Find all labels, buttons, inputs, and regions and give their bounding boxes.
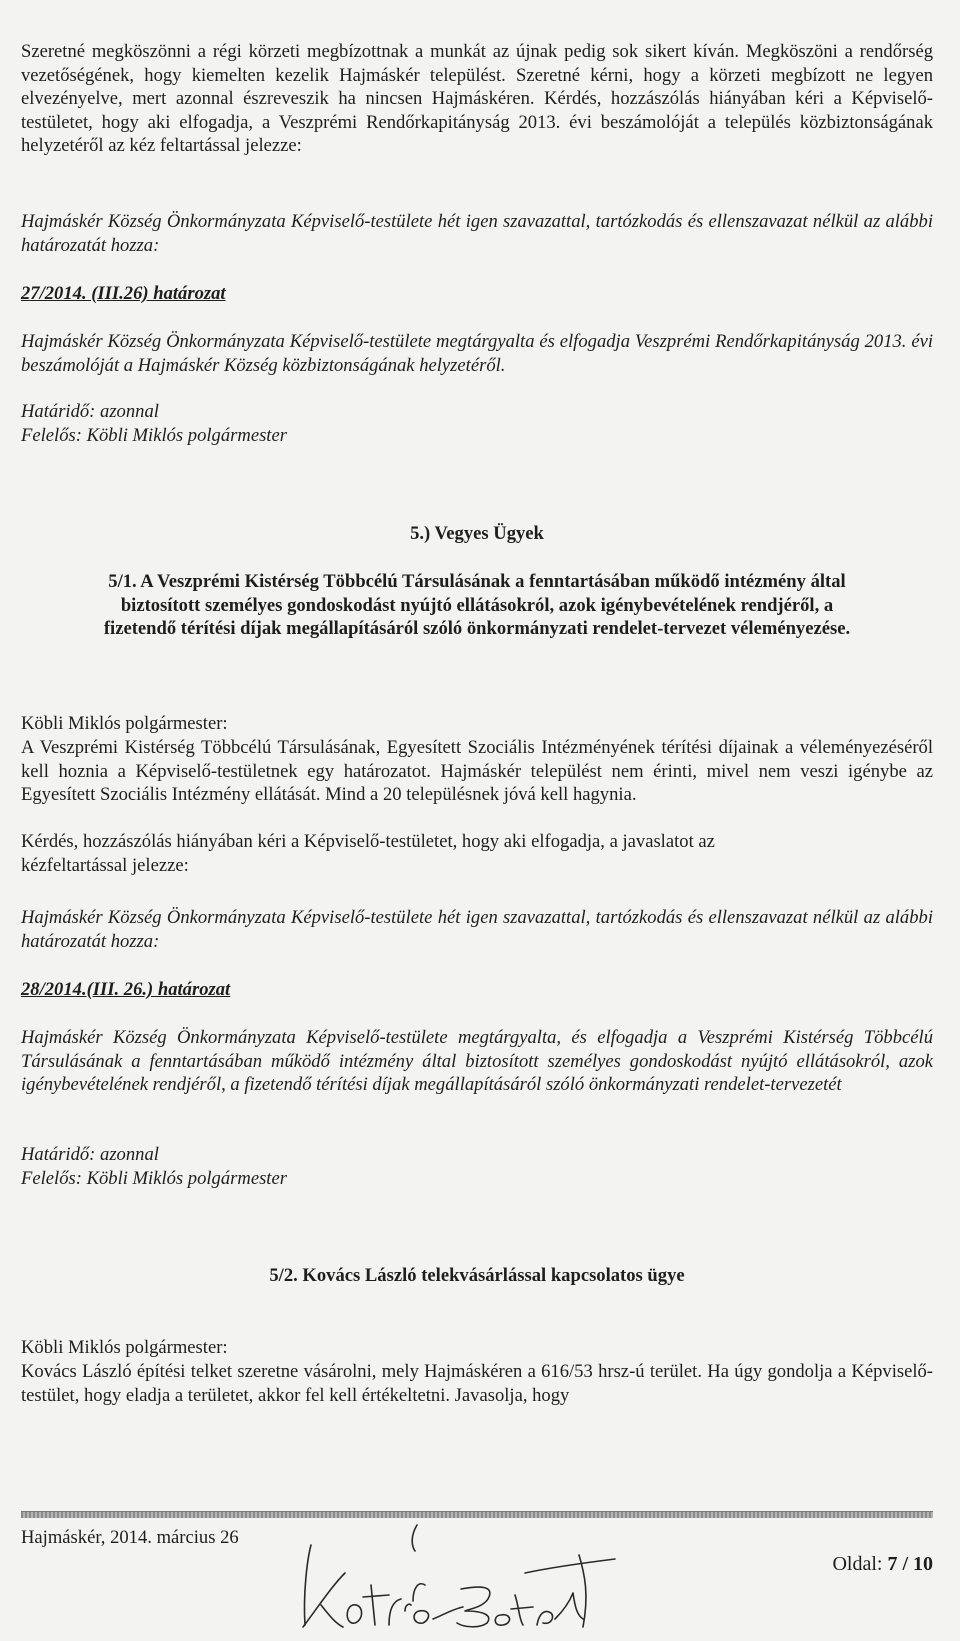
- speaker-label-2: Köbli Miklós polgármester:: [21, 1337, 228, 1358]
- resolution-1-text: Hajmáskér Község Önkormányzata Képviselő-testülete megtárgyalta és elfogadja Veszprémi Rendőrkapitányság 2013. évi beszámolóját a Hajmáskér Község közbiztonságának helyzetéről.: [21, 331, 933, 376]
- deadline-2: Határidő: azonnal: [21, 1144, 159, 1165]
- request-paragraph: Kérdés, hozzászólás hiányában kéri a Képviselő-testületet, hogy aki elfogadja, a javaslatot az kézfeltartással jelezze:: [21, 831, 715, 876]
- section-5-heading: 5.) Vegyes Ügyek: [410, 523, 544, 544]
- responsible-1: Felelős: Köbli Miklós polgármester: [21, 425, 287, 446]
- vote-statement-1: Hajmáskér Község Önkormányzata Képviselő-testülete hét igen szavazattal, tartózkodás és ellenszavazat nélkül az alábbi határozatát hozza:: [21, 211, 933, 256]
- resolution-2-text: Hajmáskér Község Önkormányzata Képviselő-testülete megtárgyalta, és elfogadja a Veszprémi Kistérség Többcélú Társulásának a fenntartásában működő intézmény által biztosított személyes gondoskodást nyújtó ellátásokról, azok igénybevételének rendjéről, a fizetendő térítési díjak megállapításáról szóló önkormányzati rendelet-tervezetét: [21, 1027, 933, 1095]
- deadline-1: Határidő: azonnal: [21, 401, 159, 422]
- resolution-2-title-text: 28/2014.(III. 26.) határozat: [21, 979, 231, 1000]
- resolution-1-title: [21, 282, 933, 306]
- page-label: Oldal:: [832, 1553, 883, 1575]
- mayor-statement-paragraph: A Veszprémi Kistérség Többcélú Társulásának, Egyesített Szociális Intézményének térítési díjainak a véleményezéséről kell hoznia a Képviselő-testületnek egy határozatot. Hajmáskér települést nem érinti, mivel nem veszi igénybe az Egyesített Szociális Intézmény ellátását. Mind a 20 településnek jóvá kell hagynia.: [21, 737, 933, 805]
- subsection-5-1-heading: 5/1. A Veszprémi Kistérség Többcélú Társulásának a fenntartásában működő intézmény által biztosított személyes gondoskodást nyújtó ellátásokról, azok igénybevételének rendjéről, a fizetendő térítési díjak megállapításáról szóló önkormányzati rendelet-tervezet véleményezése.: [103, 571, 851, 639]
- footer-place-date: Hajmáskér, 2014. március 26: [21, 1527, 239, 1548]
- document-page: [21, 0, 933, 1641]
- page-number: [832, 1553, 933, 1576]
- subsection-5-2-heading: 5/2. Kovács László telekvásárlással kapcsolatos ügye: [269, 1265, 685, 1286]
- land-purchase-paragraph: Kovács László építési telket szeretne vásárolni, mely Hajmáskéren a 616/53 hrsz-ú terület. Ha úgy gondolja a Képviselő-testület, hogy eladja a területet, akkor fel kell értékeltetni. Javasolja, hogy: [21, 1361, 933, 1406]
- speaker-label-1: Köbli Miklós polgármester:: [21, 713, 228, 734]
- vote-statement-2: Hajmáskér Község Önkormányzata Képviselő-testülete hét igen szavazattal, tartózkodás és ellenszavazat nélkül az alábbi határozatát hozza:: [21, 907, 933, 952]
- resolution-1-title-text: 27/2014. (III.26) határozat: [21, 283, 226, 304]
- intro-paragraph: Szeretné megköszönni a régi körzeti megbízottnak a munkát az újnak pedig sok sikert kíván. Megköszöni a rendőrség vezetőségének, hogy kiemelten kezelik Hajmáskér települést. Szeretné kérni, hogy a körzeti megbízott ne legyen elvezényelve, mert azonnal észreveszik ha nincsen Hajmáskéren. Kérdés, hozzászólás hiányában kéri a Képviselő-testületet, hogy aki elfogadja, a Veszprémi Rendőrkapitányság 2013. évi beszámolóját a település közbiztonságának helyzetéről az kéz feltartással jelezze:: [21, 41, 933, 156]
- handwritten-signature: [293, 1515, 623, 1635]
- page-number-value: 7 / 10: [887, 1553, 933, 1575]
- responsible-2: Felelős: Köbli Miklós polgármester: [21, 1168, 287, 1189]
- resolution-2-title: [21, 978, 933, 1002]
